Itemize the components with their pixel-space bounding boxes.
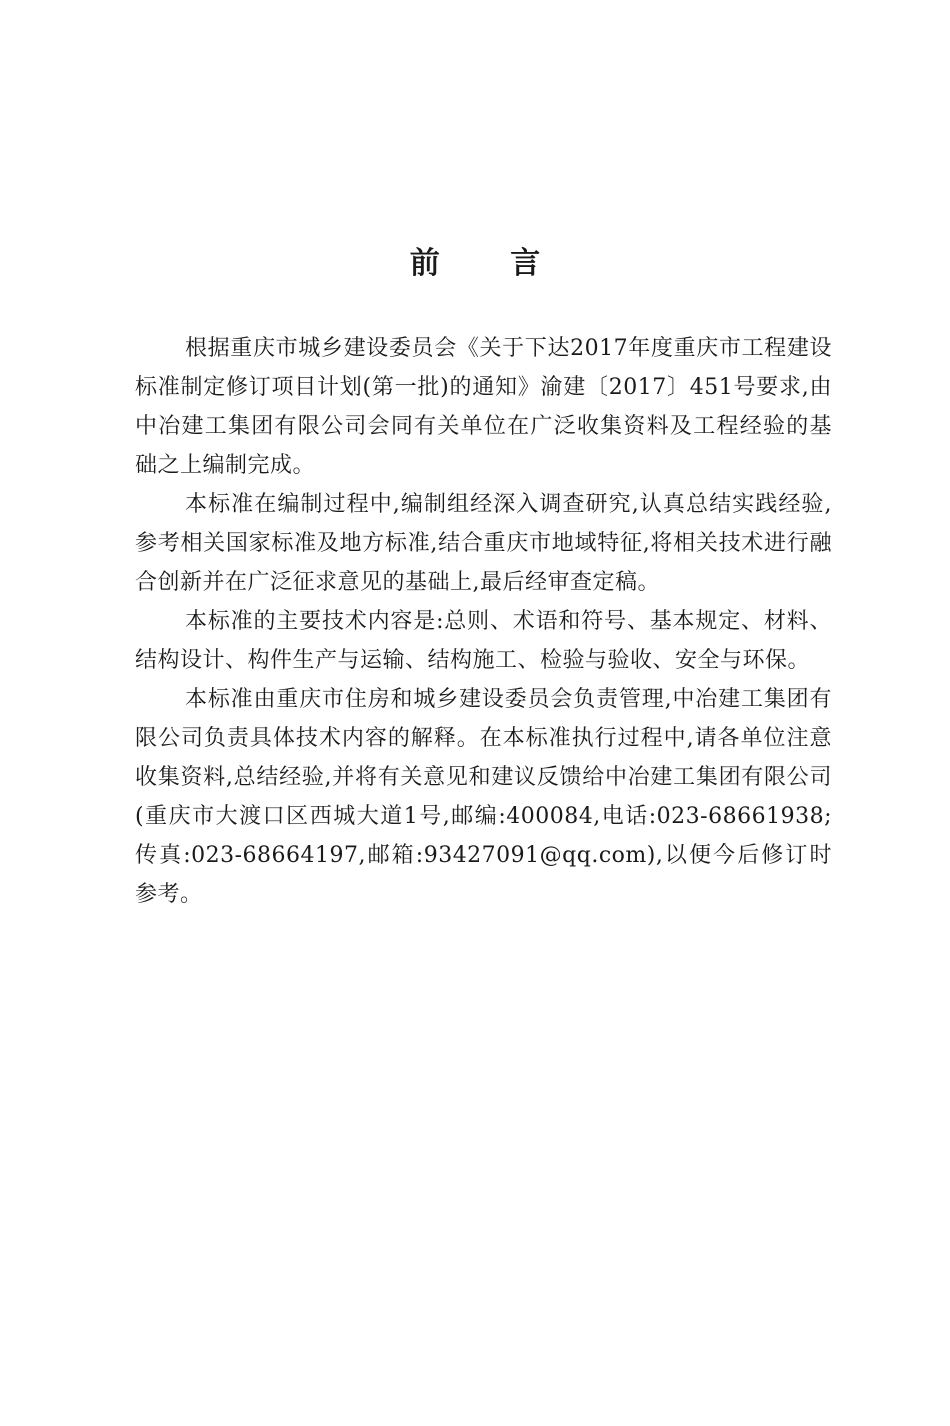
preface-body — [135, 329, 832, 914]
paragraph-contents: 本标准的主要技术内容是:总则、术语和符号、基本规定、材料、结构设计、构件生产与运输、结构施工、检验与验收、安全与环保。 — [135, 609, 832, 673]
paragraph-basis: 根据重庆市城乡建设委员会《关于下达2017年度重庆市工程建设标准制定修订项目计划(第一批)的通知》渝建〔2017〕451号要求,由中冶建工集团有限公司会同有关单位在广泛收集资料及工程经验的基础之上编制完成。 — [135, 336, 832, 478]
paragraph-management: 本标准由重庆市住房和城乡建设委员会负责管理,中冶建工集团有限公司负责具体技术内容的解释。在本标准执行过程中,请各单位注意收集资料,总结经验,并将有关意见和建议反馈给中冶建工集团有限公司(重庆市大渡口区西城大道1号,邮编:400084,电话:023-68661938;传真:023-68664197,邮箱:93427091@qq.com),以便今后修订时参考。 — [135, 687, 832, 907]
page-title: 前 言 — [409, 246, 571, 281]
paragraph-process: 本标准在编制过程中,编制组经深入调查研究,认真总结实践经验,参考相关国家标准及地方标准,结合重庆市地域特征,将相关技术进行融合创新并在广泛征求意见的基础上,最后经审查定稿。 — [135, 492, 832, 595]
